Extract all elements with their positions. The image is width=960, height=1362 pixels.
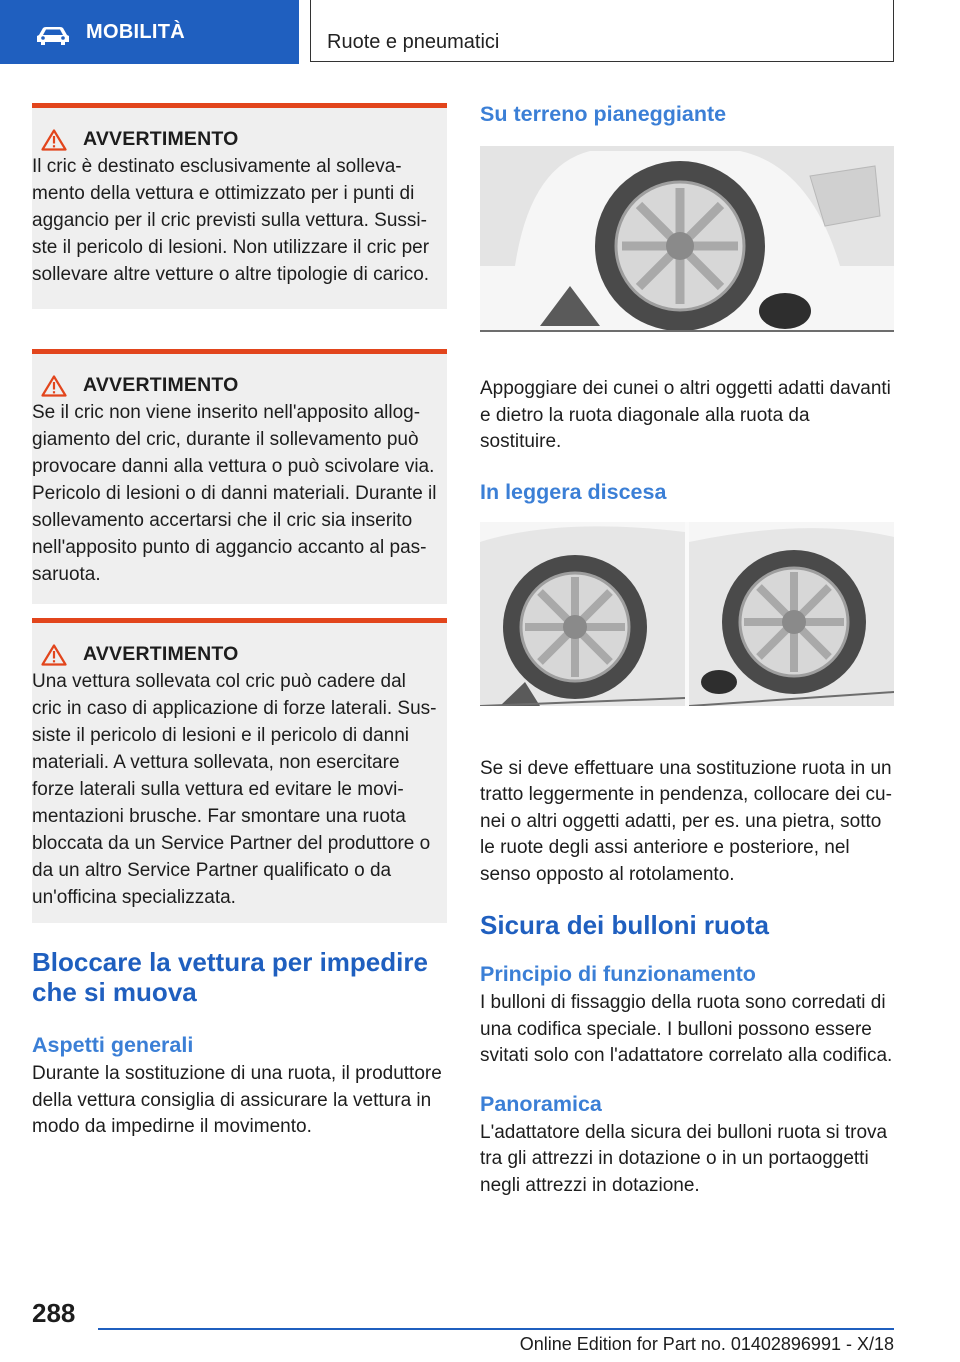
warning-text: Una vettura sollevata col cric può cadere dal cric in caso di applicazione di forze laterali. Sus-siste il pericolo di lesioni e il pericolo di danni materiali. A vettura sollevata, non esercitare forze laterali sulla vettura ed evitare le movi-mentazioni brusche. Far smontare una ruota bloccata da un Service Partner del produttore o da un altro Service Partner qualificato o da un'officina specializzata. <box>32 671 437 908</box>
warning-icon <box>41 375 67 397</box>
warning-label: AVVERTIMENTO <box>83 643 239 665</box>
warning-box <box>32 618 447 923</box>
warning-box <box>32 349 447 604</box>
warning-label: AVVERTIMENTO <box>83 128 239 150</box>
section-title: MOBILITÀ <box>86 21 186 43</box>
warning-icon <box>41 644 67 666</box>
warning-box <box>32 103 447 309</box>
subheading: Su terreno pianeggiante <box>480 102 727 126</box>
body-text: L'adattatore della sicura dei bulloni ruota si trova tra gli attrezzi in dotazione o in un portaoggetti negli attrezzi in dotazione. <box>480 1121 888 1196</box>
body-text: Appoggiare dei cunei o altri oggetti adatti davanti e dietro la ruota diagonale alla ruota da sostituire. <box>480 378 891 452</box>
subheading: In leggera discesa <box>480 479 667 504</box>
image-baseline <box>480 330 894 332</box>
chapter-header <box>310 0 894 62</box>
subheading: Aspetti generali <box>32 1033 194 1057</box>
warning-text: Il cric è destinato esclusivamente al solleva-mento della vettura e ottimizzato per i punti di aggancio per il cric previsti sulla vettura. Sussi-ste il pericolo di lesioni. Non utilizzare il cric per sollevare altre vetture o altre tipologie di carico. <box>32 156 430 285</box>
wheel-chock-slope-image <box>480 522 894 706</box>
edition-note: Online Edition for Part no. 01402896991 - X/18 <box>519 1334 894 1354</box>
body-text: I bulloni di fissaggio della ruota sono corredati di una codifica speciale. I bulloni possono essere svitati solo con l'adattatore correlato alla codifica. <box>480 992 893 1066</box>
wheel-chock-flat-image <box>480 146 894 330</box>
section-heading: Sicura dei bulloni ruota <box>480 910 769 940</box>
right-column <box>480 100 894 1199</box>
chapter-title: Ruote e pneumatici <box>327 31 500 53</box>
subheading: Panoramica <box>480 1091 602 1116</box>
warning-label: AVVERTIMENTO <box>83 374 239 396</box>
footer-divider <box>98 1328 894 1330</box>
body-text: Se si deve effettuare una sostituzione ruota in un tratto leggermente in pendenza, collocare dei cu-nei o altri oggetti adatti, per es. una pietra, sotto le ruote degli assi anteriore e posteriore, nel senso opposto al rotolamento. <box>480 757 892 885</box>
section-tab[interactable] <box>0 0 299 64</box>
body-text: Durante la sostituzione di una ruota, il produttore della vettura consiglia di assicurare la vettura in modo da impedirne il movimento. <box>32 1063 442 1137</box>
left-column <box>32 103 447 1141</box>
page-number: 288 <box>32 1298 76 1328</box>
subheading: Principio di funzionamento <box>480 962 756 986</box>
section-heading: Bloccare la vettura per impedire che si muova <box>32 947 428 1007</box>
warning-text: Se il cric non viene inserito nell'apposito allog-giamento del cric, durante il sollevamento può provocare danni alla vettura o può scivolare via. Pericolo di lesioni o di danni materiali. Durante il sollevamento accertarsi che il cric sia inserito nell'apposito punto di aggancio accanto al pas-saruota. <box>32 402 437 585</box>
car-icon <box>36 26 70 46</box>
warning-icon <box>41 129 67 151</box>
